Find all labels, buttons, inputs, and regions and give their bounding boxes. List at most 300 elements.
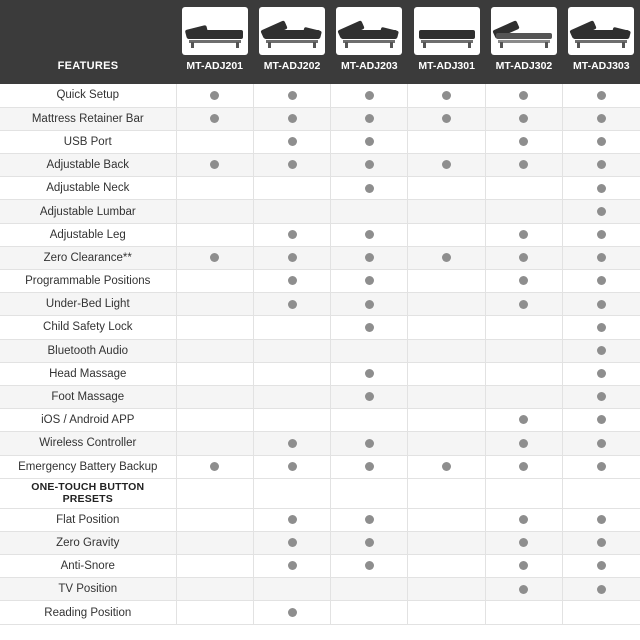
feature-included-cell [253,223,330,246]
check-dot-icon [597,300,606,309]
section-spacer-cell [485,478,562,508]
empty-cell-icon [288,392,297,401]
empty-cell-icon [519,323,528,332]
feature-included-cell [563,531,640,554]
feature-label: Flat Position [0,508,176,531]
feature-absent-cell [408,578,485,601]
adjustable-bed-icon [414,7,480,55]
feature-absent-cell [485,362,562,385]
feature-absent-cell [253,578,330,601]
feature-absent-cell [176,130,253,153]
product-column-header-2 [253,0,330,84]
feature-absent-cell [253,385,330,408]
feature-absent-cell [176,200,253,223]
check-dot-icon [597,369,606,378]
check-dot-icon [519,439,528,448]
feature-included-cell [408,246,485,269]
product-name: MT-ADJ202 [263,60,321,72]
feature-included-cell [331,84,408,107]
feature-included-cell [563,154,640,177]
check-dot-icon [210,253,219,262]
feature-label: Zero Gravity [0,531,176,554]
feature-absent-cell [331,578,408,601]
check-dot-icon [597,253,606,262]
feature-absent-cell [408,177,485,200]
empty-cell-icon [210,184,219,193]
feature-absent-cell [253,200,330,223]
check-dot-icon [365,160,374,169]
feature-included-cell [331,508,408,531]
feature-absent-cell [408,531,485,554]
table-row [0,177,640,200]
feature-absent-cell [408,339,485,362]
check-dot-icon [288,561,297,570]
empty-cell-icon [519,346,528,355]
feature-included-cell [485,578,562,601]
adjustable-bed-icon [336,7,402,55]
feature-absent-cell [485,339,562,362]
feature-included-cell [485,508,562,531]
feature-included-cell [253,293,330,316]
check-dot-icon [519,415,528,424]
check-dot-icon [288,515,297,524]
empty-cell-icon [288,585,297,594]
check-dot-icon [519,160,528,169]
product-name: MT-ADJ201 [186,60,243,72]
adjustable-bed-icon [491,7,557,55]
empty-cell-icon [365,585,374,594]
feature-included-cell [563,385,640,408]
check-dot-icon [210,91,219,100]
table-row [0,508,640,531]
feature-included-cell [563,223,640,246]
feature-included-cell [563,200,640,223]
product-column-header-4 [408,0,485,84]
product-name: MT-ADJ303 [573,60,630,72]
check-dot-icon [365,230,374,239]
table-row [0,200,640,223]
table-row [0,154,640,177]
adjustable-bed-icon [259,7,325,55]
features-column-header: FEATURES [0,0,176,84]
feature-included-cell [253,270,330,293]
feature-label: Zero Clearance** [0,246,176,269]
feature-included-cell [563,316,640,339]
feature-included-cell [408,84,485,107]
feature-label: Bluetooth Audio [0,339,176,362]
check-dot-icon [597,439,606,448]
check-dot-icon [365,253,374,262]
feature-absent-cell [408,130,485,153]
empty-cell-icon [210,230,219,239]
check-dot-icon [365,323,374,332]
check-dot-icon [597,515,606,524]
feature-included-cell [176,107,253,130]
feature-included-cell [331,362,408,385]
feature-absent-cell [176,432,253,455]
check-dot-icon [519,462,528,471]
feature-absent-cell [485,385,562,408]
empty-cell-icon [442,276,451,285]
feature-included-cell [253,455,330,478]
check-dot-icon [365,439,374,448]
empty-cell-icon [210,276,219,285]
feature-included-cell [331,385,408,408]
empty-cell-icon [442,515,451,524]
empty-cell-icon [210,608,219,617]
feature-absent-cell [176,339,253,362]
feature-included-cell [253,107,330,130]
feature-label: Adjustable Back [0,154,176,177]
feature-absent-cell [253,316,330,339]
feature-label: USB Port [0,130,176,153]
product-column-header-3 [331,0,408,84]
feature-included-cell [253,508,330,531]
product-name: MT-ADJ301 [418,60,475,72]
check-dot-icon [442,160,451,169]
check-dot-icon [365,300,374,309]
feature-included-cell [253,84,330,107]
empty-cell-icon [210,346,219,355]
adjustable-bed-icon [568,7,634,55]
check-dot-icon [519,230,528,239]
feature-included-cell [563,130,640,153]
empty-cell-icon [210,515,219,524]
feature-included-cell [253,601,330,624]
check-dot-icon [597,392,606,401]
empty-cell-icon [288,369,297,378]
feature-absent-cell [176,316,253,339]
feature-label: Foot Massage [0,385,176,408]
section-spacer-cell [253,478,330,508]
feature-included-cell [563,362,640,385]
feature-label: Programmable Positions [0,270,176,293]
feature-label: Child Safety Lock [0,316,176,339]
feature-absent-cell [176,293,253,316]
check-dot-icon [519,300,528,309]
check-dot-icon [597,137,606,146]
feature-included-cell [485,270,562,293]
feature-label: Under-Bed Light [0,293,176,316]
empty-cell-icon [210,439,219,448]
check-dot-icon [365,538,374,547]
check-dot-icon [288,439,297,448]
section-title: ONE-TOUCH BUTTON PRESETS [0,478,176,508]
check-dot-icon [597,160,606,169]
feature-included-cell [408,107,485,130]
adjustable-bed-icon [182,7,248,55]
product-name: MT-ADJ302 [495,60,553,72]
table-row [0,270,640,293]
check-dot-icon [210,462,219,471]
feature-label: Head Massage [0,362,176,385]
feature-included-cell [331,223,408,246]
check-dot-icon [365,561,374,570]
feature-included-cell [331,455,408,478]
feature-label: Quick Setup [0,84,176,107]
check-dot-icon [365,515,374,524]
feature-absent-cell [408,555,485,578]
check-dot-icon [288,91,297,100]
feature-included-cell [485,223,562,246]
feature-included-cell [253,130,330,153]
feature-included-cell [331,555,408,578]
feature-label: Emergency Battery Backup [0,455,176,478]
feature-absent-cell [408,432,485,455]
feature-included-cell [485,130,562,153]
feature-included-cell [176,84,253,107]
check-dot-icon [597,462,606,471]
check-dot-icon [210,160,219,169]
feature-absent-cell [331,409,408,432]
section-spacer-cell [331,478,408,508]
check-dot-icon [597,91,606,100]
empty-cell-icon [442,369,451,378]
feature-included-cell [176,246,253,269]
feature-absent-cell [408,200,485,223]
feature-included-cell [563,246,640,269]
product-name: MT-ADJ203 [341,60,398,72]
table-row [0,130,640,153]
empty-cell-icon [442,585,451,594]
empty-cell-icon [519,184,528,193]
table-row [0,432,640,455]
section-spacer-cell [563,478,640,508]
check-dot-icon [288,608,297,617]
feature-absent-cell [176,409,253,432]
feature-absent-cell [408,601,485,624]
feature-absent-cell [331,339,408,362]
empty-cell-icon [442,439,451,448]
empty-cell-icon [519,392,528,401]
section-spacer-cell [176,478,253,508]
feature-absent-cell [485,177,562,200]
feature-included-cell [253,531,330,554]
feature-included-cell [485,246,562,269]
table-header [0,0,640,84]
check-dot-icon [365,114,374,123]
feature-label: Anti-Snore [0,555,176,578]
feature-absent-cell [331,601,408,624]
check-dot-icon [365,392,374,401]
table-row [0,409,640,432]
feature-included-cell [485,409,562,432]
empty-cell-icon [442,323,451,332]
feature-absent-cell [485,601,562,624]
table-row [0,339,640,362]
check-dot-icon [288,462,297,471]
feature-included-cell [331,246,408,269]
feature-included-cell [563,107,640,130]
section-spacer-cell [408,478,485,508]
feature-included-cell [408,154,485,177]
empty-cell-icon [210,561,219,570]
feature-absent-cell [253,409,330,432]
check-dot-icon [597,561,606,570]
feature-included-cell [331,154,408,177]
feature-included-cell [331,177,408,200]
check-dot-icon [288,276,297,285]
check-dot-icon [288,114,297,123]
feature-included-cell [563,293,640,316]
check-dot-icon [519,561,528,570]
check-dot-icon [365,91,374,100]
table-row [0,84,640,107]
table-row [0,555,640,578]
check-dot-icon [597,538,606,547]
table-row [0,362,640,385]
feature-included-cell [563,432,640,455]
feature-included-cell [563,177,640,200]
feature-absent-cell [253,177,330,200]
section-heading-row [0,478,640,508]
empty-cell-icon [442,561,451,570]
table-row [0,316,640,339]
feature-label: Adjustable Leg [0,223,176,246]
check-dot-icon [519,515,528,524]
table-row [0,293,640,316]
feature-label: Adjustable Lumbar [0,200,176,223]
empty-cell-icon [442,392,451,401]
feature-absent-cell [408,316,485,339]
feature-included-cell [331,316,408,339]
empty-cell-icon [442,230,451,239]
empty-cell-icon [288,207,297,216]
feature-included-cell [331,531,408,554]
check-dot-icon [442,462,451,471]
feature-absent-cell [408,270,485,293]
check-dot-icon [519,114,528,123]
empty-cell-icon [442,137,451,146]
empty-cell-icon [210,369,219,378]
feature-included-cell [408,455,485,478]
feature-label: Adjustable Neck [0,177,176,200]
feature-included-cell [176,154,253,177]
check-dot-icon [597,585,606,594]
check-dot-icon [365,369,374,378]
feature-included-cell [485,154,562,177]
feature-included-cell [485,432,562,455]
feature-included-cell [485,531,562,554]
feature-included-cell [563,578,640,601]
empty-cell-icon [365,346,374,355]
table-row [0,455,640,478]
feature-label: TV Position [0,578,176,601]
feature-included-cell [331,293,408,316]
check-dot-icon [597,230,606,239]
feature-absent-cell [408,508,485,531]
feature-included-cell [485,555,562,578]
check-dot-icon [288,160,297,169]
table-row [0,531,640,554]
empty-cell-icon [210,300,219,309]
empty-cell-icon [442,184,451,193]
check-dot-icon [442,91,451,100]
check-dot-icon [597,346,606,355]
header-row [0,0,640,84]
empty-cell-icon [210,415,219,424]
feature-absent-cell [408,362,485,385]
product-column-header-1 [176,0,253,84]
feature-included-cell [253,246,330,269]
check-dot-icon [597,207,606,216]
feature-included-cell [485,293,562,316]
feature-absent-cell [176,555,253,578]
feature-absent-cell [253,362,330,385]
check-dot-icon [288,137,297,146]
feature-included-cell [485,455,562,478]
check-dot-icon [288,253,297,262]
feature-absent-cell [408,385,485,408]
feature-absent-cell [408,223,485,246]
empty-cell-icon [442,415,451,424]
check-dot-icon [365,462,374,471]
feature-absent-cell [176,531,253,554]
feature-included-cell [563,409,640,432]
check-dot-icon [442,253,451,262]
empty-cell-icon [597,608,606,617]
feature-included-cell [563,555,640,578]
feature-included-cell [563,84,640,107]
table-row [0,578,640,601]
feature-included-cell [331,432,408,455]
empty-cell-icon [210,392,219,401]
feature-included-cell [485,84,562,107]
feature-included-cell [253,555,330,578]
feature-included-cell [563,270,640,293]
check-dot-icon [288,230,297,239]
feature-absent-cell [563,601,640,624]
product-column-header-6 [563,0,640,84]
feature-included-cell [331,270,408,293]
table-row [0,223,640,246]
empty-cell-icon [442,538,451,547]
feature-included-cell [253,154,330,177]
empty-cell-icon [519,369,528,378]
empty-cell-icon [365,415,374,424]
check-dot-icon [288,538,297,547]
product-column-header-5 [485,0,562,84]
table-body [0,84,640,624]
feature-absent-cell [253,339,330,362]
feature-included-cell [485,107,562,130]
table-row [0,246,640,269]
feature-absent-cell [176,362,253,385]
empty-cell-icon [365,207,374,216]
empty-cell-icon [442,207,451,216]
empty-cell-icon [210,137,219,146]
empty-cell-icon [442,608,451,617]
empty-cell-icon [288,323,297,332]
check-dot-icon [597,323,606,332]
empty-cell-icon [288,184,297,193]
table-row [0,385,640,408]
feature-absent-cell [176,270,253,293]
empty-cell-icon [210,585,219,594]
feature-absent-cell [176,385,253,408]
empty-cell-icon [288,415,297,424]
feature-label: Mattress Retainer Bar [0,107,176,130]
check-dot-icon [365,184,374,193]
empty-cell-icon [365,608,374,617]
empty-cell-icon [519,608,528,617]
check-dot-icon [519,276,528,285]
empty-cell-icon [442,300,451,309]
feature-absent-cell [408,409,485,432]
check-dot-icon [597,276,606,285]
feature-absent-cell [408,293,485,316]
check-dot-icon [519,253,528,262]
